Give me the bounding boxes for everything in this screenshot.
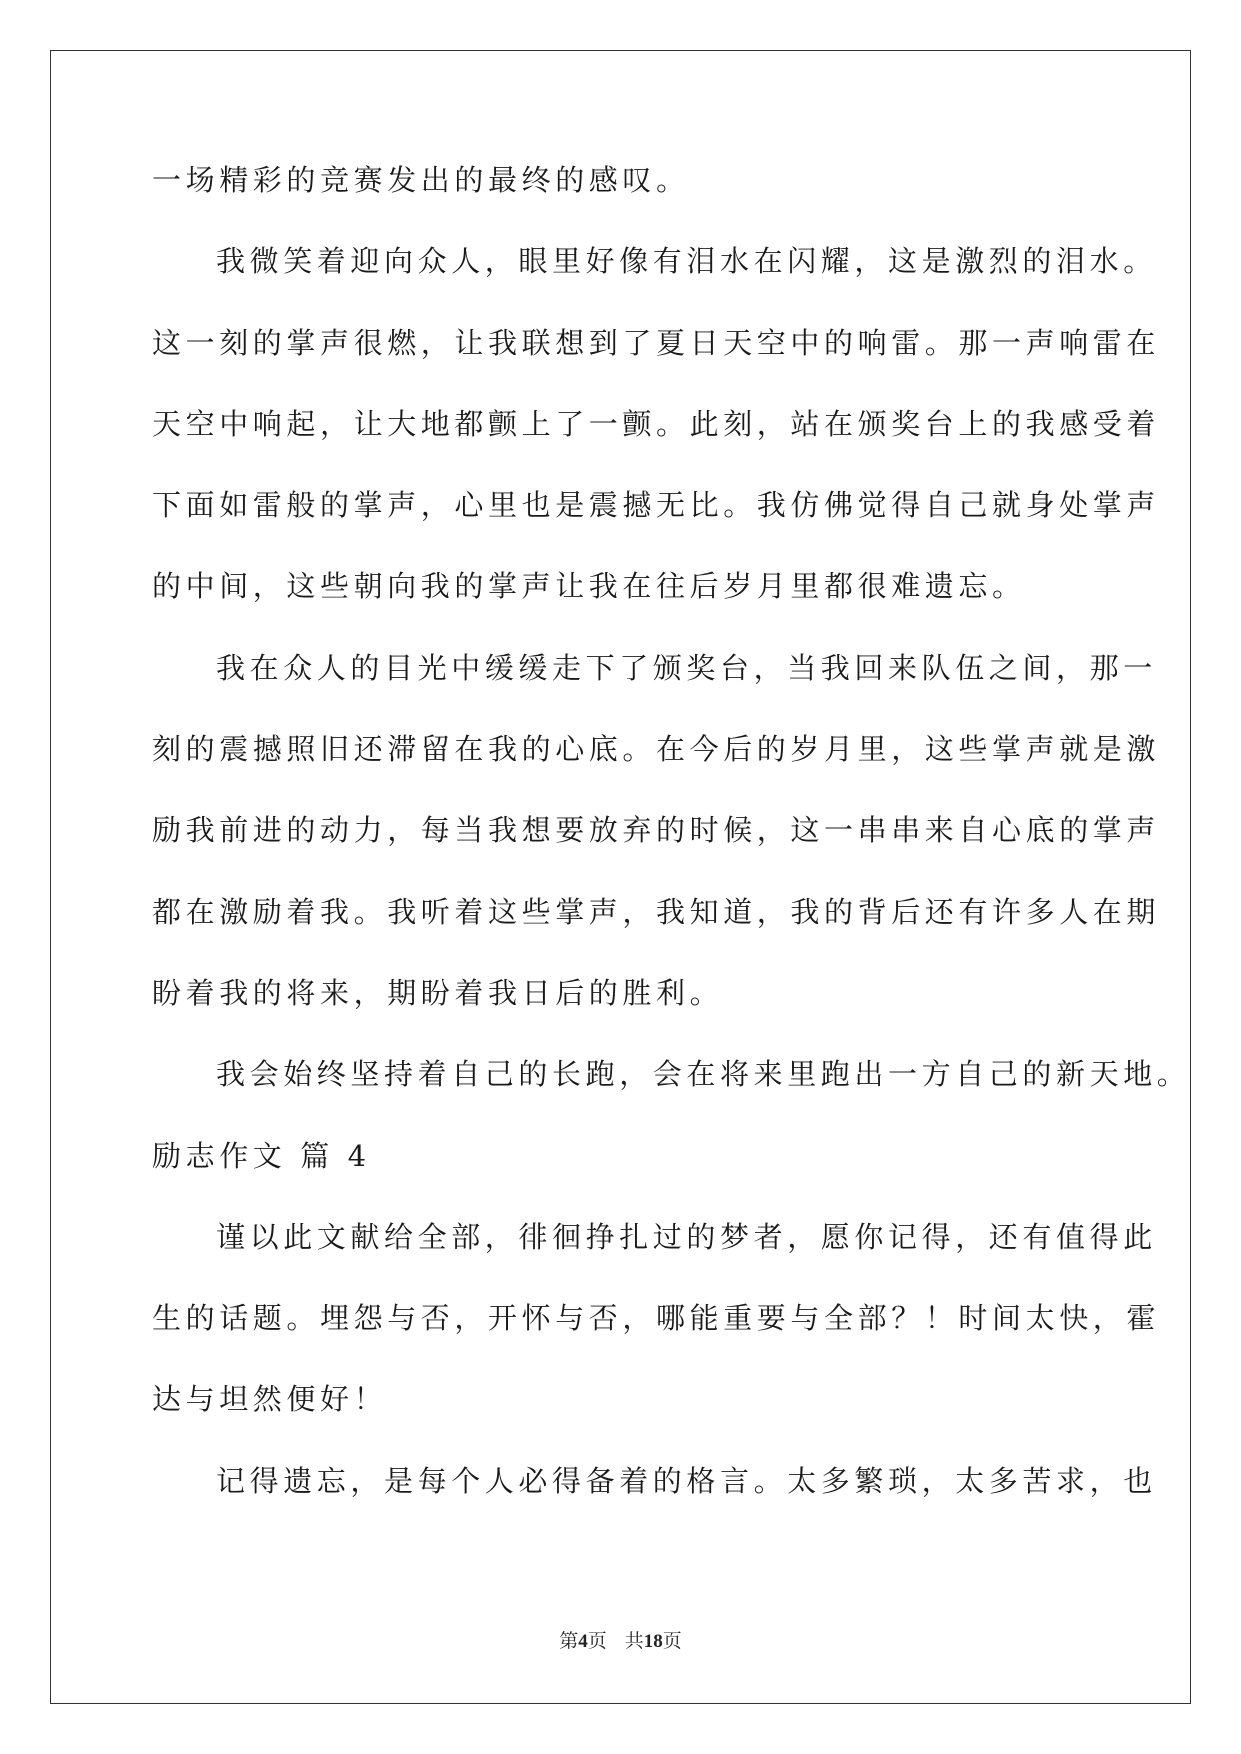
text-line: 记得遗忘，是每个人必得备着的格言。太多繁琐，太多苦求，也 bbox=[216, 1463, 1157, 1498]
text-line: 励我前进的动力，每当我想要放弃的时候，这一串串来自心底的掌声 bbox=[152, 813, 1161, 848]
text-line: 都在激励着我。我听着这些掌声，我知道，我的背后还有许多人在期 bbox=[152, 894, 1161, 929]
text-line: 这一刻的掌声很燃，让我联想到了夏日天空中的响雷。那一声响雷在 bbox=[152, 325, 1161, 360]
text-line: 盼着我的将来，期盼着我日后的胜利。 bbox=[152, 975, 724, 1010]
text-line: 天空中响起，让大地都颤上了一颤。此刻，站在颁奖台上的我感受着 bbox=[152, 406, 1161, 441]
text-line: 谨以此文献给全部，徘徊挣扎过的梦者，愿你记得，还有值得此 bbox=[216, 1219, 1157, 1254]
text-line: 我微笑着迎向众人，眼里好像有泪水在闪耀，这是激烈的泪水。 bbox=[216, 244, 1157, 279]
text-line: 达与坦然便好！ bbox=[152, 1382, 388, 1417]
section-heading: 励志作文 篇 4 bbox=[152, 1138, 371, 1173]
total-pages-suffix: 页 bbox=[662, 1631, 682, 1652]
text-line: 一场精彩的竞赛发出的最终的感叹。 bbox=[152, 163, 690, 197]
text-line: 的中间，这些朝向我的掌声让我在往后岁月里都很难遗忘。 bbox=[152, 569, 1026, 604]
page-number-suffix: 页 bbox=[587, 1631, 607, 1652]
text-line: 下面如雷般的掌声，心里也是震撼无比。我仿佛觉得自己就身处掌声 bbox=[152, 488, 1161, 523]
text-line: 刻的震撼照旧还滞留在我的心底。在今后的岁月里，这些掌声就是激 bbox=[152, 732, 1161, 767]
total-pages-number: 18 bbox=[643, 1631, 663, 1652]
total-pages-prefix: 共 bbox=[624, 1631, 644, 1652]
text-line: 我会始终坚持着自己的长跑，会在将来里跑出一方自己的新天地。 bbox=[216, 1057, 1191, 1092]
text-line: 生的话题。埋怨与否，开怀与否，哪能重要与全部？！时间太快，霍 bbox=[152, 1301, 1161, 1336]
page-number-prefix: 第 bbox=[559, 1631, 579, 1652]
document-body bbox=[152, 160, 1191, 1542]
text-line: 我在众人的目光中缓缓走下了颁奖台，当我回来队伍之间，那一 bbox=[216, 650, 1157, 685]
page-footer bbox=[0, 1626, 1241, 1653]
current-page-number: 4 bbox=[578, 1631, 588, 1652]
